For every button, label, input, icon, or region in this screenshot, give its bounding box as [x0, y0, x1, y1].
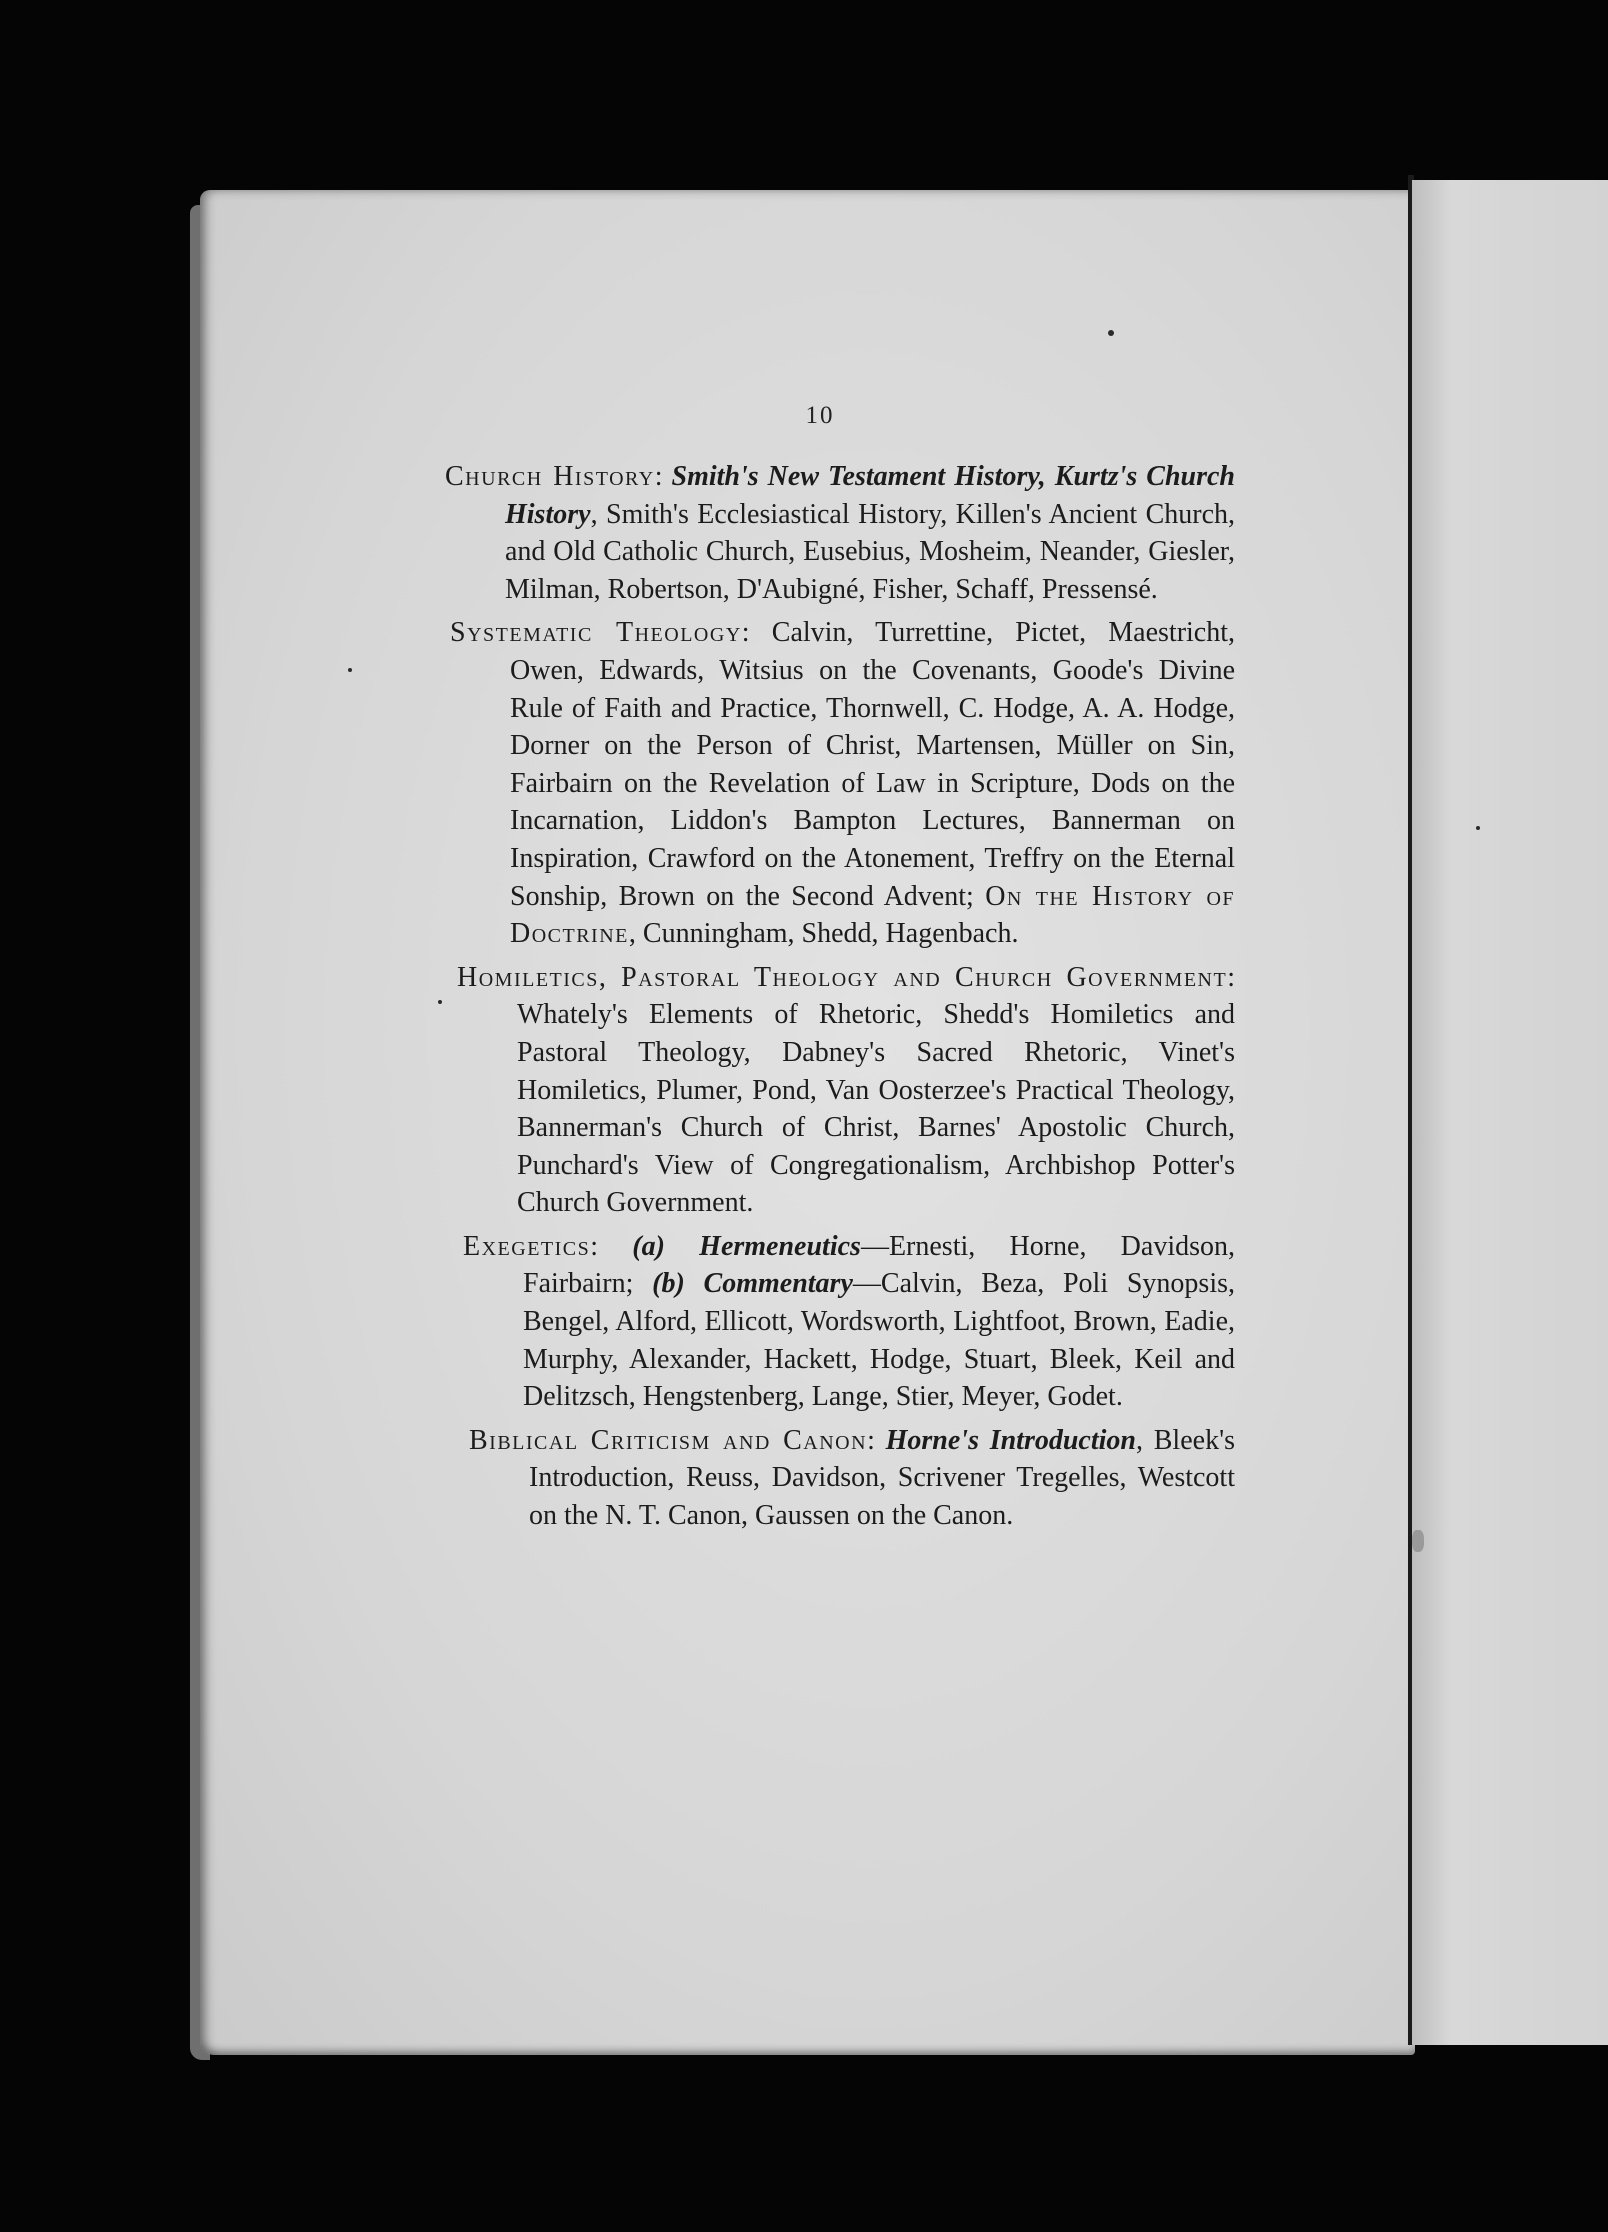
scan-speck: [1476, 826, 1480, 830]
entry-text-continued: —Calvin, Beza, Poli Synopsis, Bengel, Alford, Ellicott, Wordsworth, Lightfoot, Brown, Eadie, Murphy, Alexander, Hackett, Hodge, Stuart, Bleek, Keil and Delitzsch, Hengstenberg, Lange, Stier, Meyer, Godet.: [523, 1268, 1235, 1413]
scan-speck: [1108, 330, 1114, 336]
subsection-label-commentary: (b) Commentary: [652, 1268, 853, 1300]
entry-heading: Systematic Theology: [450, 617, 742, 649]
entry-heading: Church History: [445, 461, 655, 492]
entry-biblical-criticism: [469, 1422, 1235, 1535]
entry-emphasis: Smith's New Testament History, Kurtz's Church History: [505, 461, 1235, 530]
entry-text: Whately's Elements of Rhetoric, Shedd's Homiletics and Pastoral Theology, Dabney's Sacred Rhetoric, Vinet's Homiletics, Plumer, Pond, Van Oosterzee's Practical Theology, Bannerman's Church of Christ, Barnes' Apostolic Church, Punchard's View of Congregationalism, Archbishop Potter's Church Government.: [517, 999, 1235, 1219]
reading-list: [445, 458, 1235, 1541]
entry-exegetics: [463, 1228, 1235, 1416]
heading-separator: :: [741, 617, 772, 649]
scan-speck: [348, 668, 352, 672]
heading-separator: :: [654, 461, 672, 492]
entry-subheading: On the History of Doctrine: [510, 880, 1236, 950]
entry-homiletics: [457, 959, 1235, 1222]
entry-heading: Homiletics, Pastoral Theology and Church Government: [457, 961, 1228, 993]
entry-heading: Exegetics: [463, 1230, 591, 1262]
subsection-label-hermeneutics: (a) Hermeneutics: [632, 1230, 861, 1262]
entry-text: , Smith's Ecclesiastical History, Killen's Ancient Church, and Old Catholic Church, Eusebius, Mosheim, Neander, Giesler, Milman, Robertson, D'Aubigné, Fisher, Schaff, Pressensé.: [505, 498, 1235, 605]
page-number: 10: [805, 402, 835, 429]
entry-text-continued: , Cunningham, Shedd, Hagenbach.: [628, 918, 1019, 950]
entry-heading: Biblical Criticism and Canon: [469, 1424, 868, 1456]
entry-text: —Ernesti, Horne, Davidson, Fairbairn;: [523, 1230, 1236, 1300]
entry-emphasis: Horne's Introduction: [885, 1424, 1136, 1456]
entry-systematic-theology: [450, 614, 1235, 952]
scan-speck: [438, 1000, 442, 1004]
right-page: [1412, 180, 1608, 2045]
entry-church-history: [445, 458, 1235, 608]
entry-text: Calvin, Turrettine, Pictet, Maestricht, Owen, Edwards, Witsius on the Covenants, Goode's Divine Rule of Faith and Practice, Thornwell, C. Hodge, A. A. Hodge, Dorner on the Person of Christ, Martensen, Müller on Sin, Fairbairn on the Revelation of Law in Scripture, Dods on the Incarnation, Liddon's Bampton Lectures, Bannerman on Inspiration, Crawford on the Atonement, Treffry on the Eternal Sonship, Brown on the Second Advent;: [510, 617, 1236, 912]
heading-separator: :: [867, 1424, 886, 1456]
entry-text: , Bleek's Introduction, Reuss, Davidson, Scrivener Tregelles, Westcott on the N. T. Canon, Gaussen on the Canon.: [529, 1424, 1236, 1532]
scan-speck: [1412, 1530, 1424, 1552]
heading-separator: :: [590, 1230, 633, 1262]
heading-separator: :: [1227, 961, 1235, 993]
